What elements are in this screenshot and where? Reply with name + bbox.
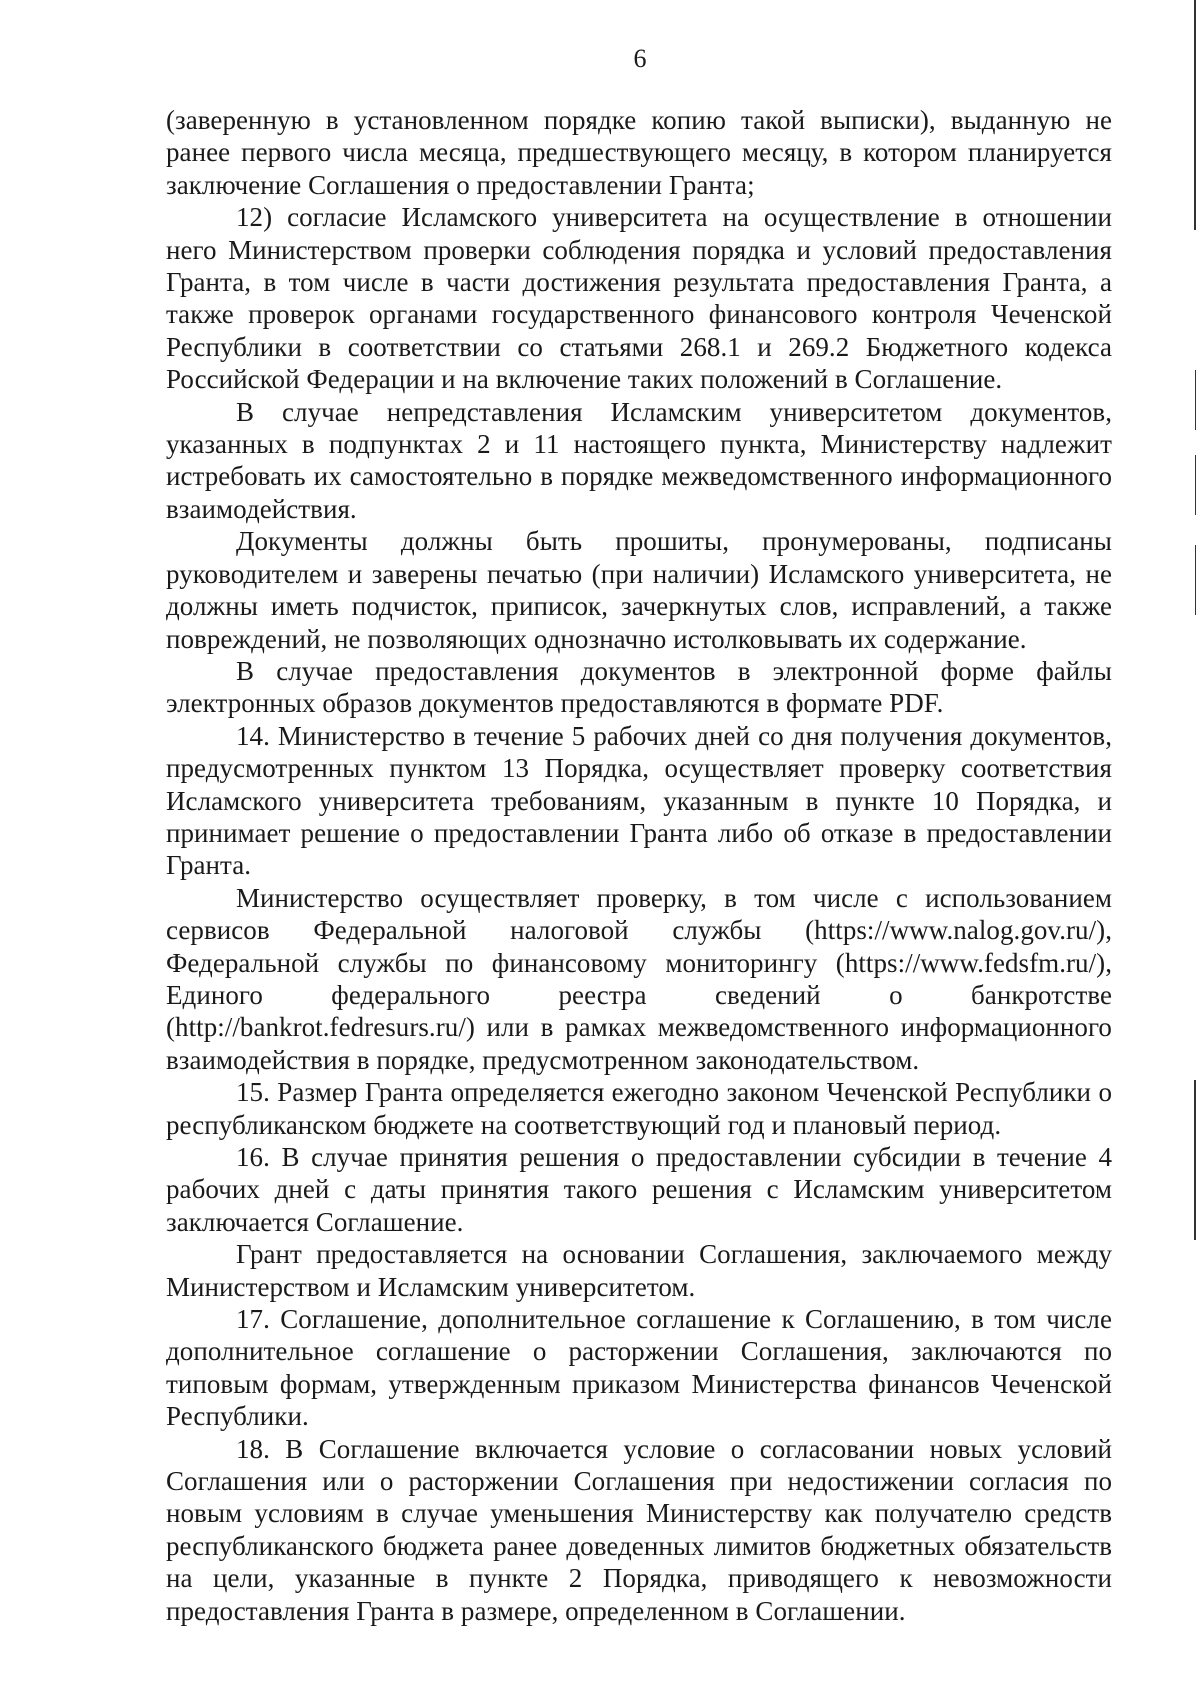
paragraph-documents-requirements: Документы должны быть прошиты, пронумерованы, подписаны руководителем и заверены печатью (при наличии) Исламского университета, не должны иметь подчисток, приписок, зачеркнутых слов, исправлений, а также повреждений, не позволяющих однозначно истолковывать их содержание. [166,526,1112,654]
paragraph-item-18: 18. В Соглашение включается условие о согласовании новых условий Соглашения или о расторжении Соглашения при недостижении согласия по новым условиям в случае уменьшения Министерству как получателю средств республиканского бюджета ранее доведенных лимитов бюджетных обязательств на цели, указанные в пункте 2 Порядка, приводящего к невозможности предоставления Гранта в размере, определенном в Соглашении. [166,1433,1112,1626]
paragraph-item-14: 14. Министерство в течение 5 рабочих дней со дня получения документов, предусмотренных пунктом 13 Порядка, осуществляет проверку соответствия Исламского университета требованиям, указанным в пункте 10 Порядка, и принимает решение о предоставлении Гранта либо об отказе в предоставлении Гранта. [166,720,1112,881]
paragraph-item-12: 12) согласие Исламского университета на осуществление в отношении него Министерством проверки соблюдения порядка и условий предоставления Гранта, в том числе в части достижения результата предоставления Гранта, а также проверок органами государственного финансового контроля Чеченской Республики в соответствии со статьями 268.1 и 269.2 Бюджетного кодекса Российской Федерации и на включение таких положений в Соглашение. [166,202,1112,395]
paragraph-grant-basis: Грант предоставляется на основании Соглашения, заключаемого между Министерством и Исламским университетом. [166,1239,1112,1302]
scan-edge-line [1194,1080,1196,1240]
paragraph-documents-request: В случае непредставления Исламским университетом документов, указанных в подпунктах 2 и 11 настоящего пункта, Министерству надлежит истребовать их самостоятельно в порядке межведомственного информационного взаимодействия. [166,396,1112,524]
paragraph-item-15: 15. Размер Гранта определяется ежегодно законом Чеченской Республики о республиканском бюджете на соответствующий год и плановый период. [166,1077,1112,1140]
scan-edge-line [1195,545,1196,615]
document-body [166,104,1112,1627]
page-number: 6 [633,44,647,73]
paragraph-electronic-form: В случае предоставления документов в электронной форме файлы электронных образов документов предоставляются в формате PDF. [166,655,1112,719]
paragraph-item-17: 17. Соглашение, дополнительное соглашение к Соглашению, в том числе дополнительное соглашение о расторжении Соглашения, заключаются по типовым формам, утвержденным приказом Министерства финансов Чеченской Республики. [166,1304,1112,1432]
scan-edge-line [1195,455,1196,515]
paragraph-verification-services: Министерство осуществляет проверку, в том числе с использованием сервисов Федеральной налоговой службы (https://www.nalog.gov.ru/), Федеральной службы по финансовому мониторингу (https://www.fedsfm.ru/), Единого федерального реестра сведений о банкротстве (http://bankrot.fedresurs.ru/) или в рамках межведомственного информационного взаимодействия в порядке, предусмотренном законодательством. [166,882,1112,1075]
paragraph-continuation: (заверенную в установленном порядке копию такой выписки), выданную не ранее первого числа месяца, предшествующего месяцу, в котором планируется заключение Соглашения о предоставлении Гранта; [166,105,1112,200]
scan-edge-line [1195,370,1196,430]
scan-edge-line [1194,0,1196,230]
paragraph-item-16: 16. В случае принятия решения о предоставлении субсидии в течение 4 рабочих дней с даты принятия такого решения с Исламским университетом заключается Соглашение. [166,1142,1112,1237]
